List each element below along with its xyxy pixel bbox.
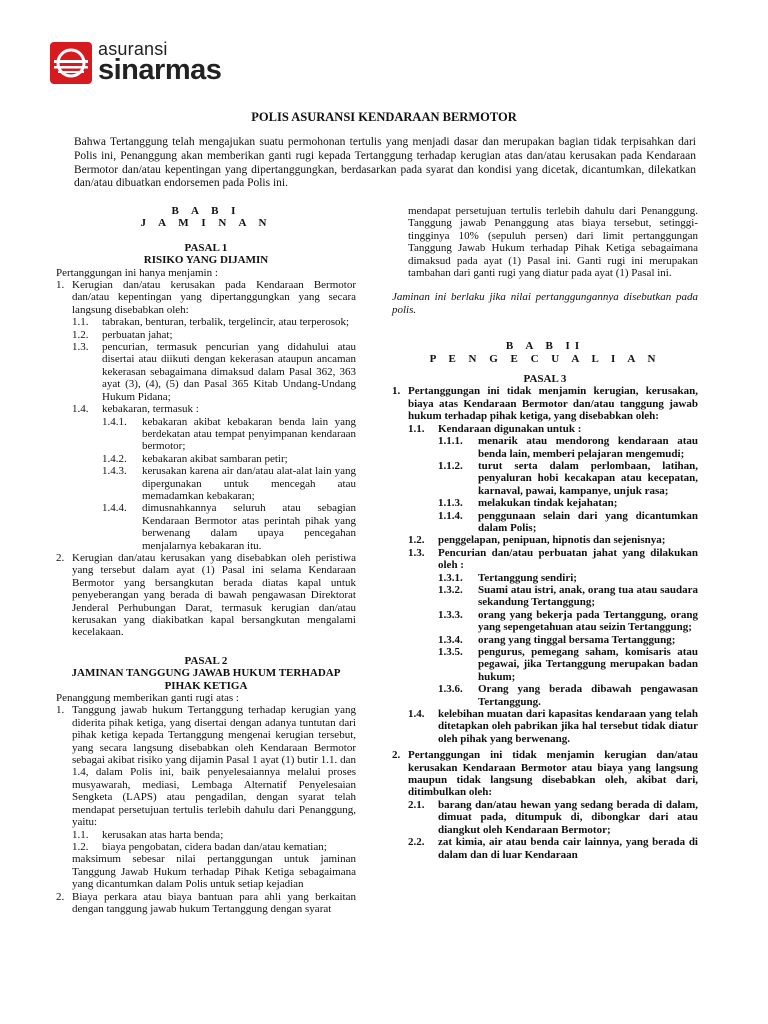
bab-2-label: B A B II bbox=[505, 340, 585, 353]
list-item: 1.3.6. Orang yang berada dibawah pengawasan Tertanggung. bbox=[438, 683, 698, 708]
list-item: 2.1. barang dan/atau hewan yang sedang berada di dalam, dimuat pada, ditumpuk di, dibongkar dari atau diangkut oleh Kendaraan Bermotor; bbox=[408, 798, 698, 836]
list-item: 1. Pertanggungan ini tidak menjamin kerugian, kerusakan, biaya atas Kendaraan Bermotor dan/atau tanggung jawab hukum terhadap pihak ketiga, yang disebabkan oleh: bbox=[392, 385, 698, 423]
pasal-2-continuation: mendapat persetujuan tertulis terlebih dahulu dari Penanggung. Tanggung jawab Penanggung atas biaya tersebut, setinggi-tingginya 10% (sepuluh persen) dari limit pertanggungan Tanggung Jawab Hukum terhadap Pihak Ketiga sebagaimana dimaksud pada ayat (1) Pasal ini. Ganti rugi ini merupakan tambahan dari ganti rugi yang diatur pada ayat (1) Pasal ini. bbox=[408, 205, 698, 280]
left-column bbox=[56, 205, 356, 915]
logo-line-1: asuransi bbox=[98, 39, 168, 59]
sinarmas-logo-icon bbox=[50, 42, 92, 84]
list-item: 1. Kerugian dan/atau kerusakan pada Kendaraan Bermotor dan/atau kepentingan yang dipertanggungkan yang secara langsung disebabkan oleh: bbox=[56, 279, 356, 316]
list-item: 1.1.4. penggunaan selain dari yang dicantumkan dalam Polis; bbox=[438, 509, 698, 534]
list-item: 2. Kerugian dan/atau kerusakan yang disebabkan oleh peristiwa yang tersebut dalam ayat (1) Pasal ini selama Kendaraan Bermotor yang bersangkutan berada diatas kapal untuk penyeberangan yang berada di bawah pengawasan Direktorat Jenderal Perhubungan Darat, termasuk kerugian dan/atau kerusakan yang diakibatkan kapal bersangkutan mengalami kecelakaan. bbox=[56, 551, 356, 639]
list-item: 1.4.2. kebakaran akibat sambaran petir; bbox=[102, 452, 288, 465]
pasal-2-heading: PASAL 2 bbox=[184, 654, 228, 667]
list-item: 1.4.3. kerusakan karena air dan/atau alat-alat lain yang dipergunakan untuk mencegah atau memadamkan kebakaran; bbox=[102, 465, 356, 502]
list-item: 1.1. tabrakan, benturan, terbalik, tergelincir, atau terperosok; bbox=[72, 316, 350, 329]
coverage-note: Jaminan ini berlaku jika nilai pertanggungannya disebutkan pada polis. bbox=[392, 291, 698, 316]
company-logo bbox=[50, 40, 221, 85]
list-item: 1.4. kelebihan muatan dari kapasitas kendaraan yang telah ditetapkan oleh pabrikan jika hal tersebut tidak diatur oleh pihak yang berwenang. bbox=[408, 708, 698, 745]
pasal-1-heading: PASAL 1 bbox=[184, 241, 228, 254]
pasal-1-title: RISIKO YANG DIJAMIN bbox=[143, 254, 269, 267]
list-item: 2. Biaya perkara atau biaya bantuan para ahli yang berkaitan dengan tanggung jawab hukum Tertanggung dengan syarat bbox=[56, 890, 356, 915]
logo-wordmark bbox=[98, 40, 221, 85]
list-item: 1.3.1. Tertanggung sendiri; bbox=[438, 571, 577, 584]
list-item: 1.4.1. kebakaran akibat kebakaran benda lain yang berdekatan atau tempat penyimpanan kendaraan bermotor; bbox=[102, 415, 356, 453]
list-item: 1.3.5. pengurus, pemegang saham, komisaris atau pegawai, jika Tertanggung merupakan badan hukum; bbox=[438, 646, 698, 683]
list-item: 2.2. zat kimia, air atau benda cair lainnya, yang berada di dalam dan di luar Kendaraan bbox=[408, 836, 698, 861]
pasal-2-limit: maksimum sebesar nilai pertanggungan untuk jaminan Tanggung Jawab Hukum terhadap Pihak Ketiga sebagaimana yang dicantumkan dalam Polis untuk setiap kejadian bbox=[72, 853, 356, 891]
right-column bbox=[392, 205, 698, 861]
list-item: 1.2. penggelapan, penipuan, hipnotis dan sejenisnya; bbox=[408, 534, 666, 547]
list-item: 1. Tanggung jawab hukum Tertanggung terhadap kerugian yang diderita pihak ketiga, yang disertai dengan adanya tuntutan dari pihak ketiga kepada Tertanggung mengenai kerugian tersebut, yang secara langsung disebabkan oleh Kendaraan Bermotor sebagai akibat risiko yang dijamin Pasal 1 ayat (1) butir 1.1. dan 1.4, dalam Polis ini, baik penyelesaiannya melalui proses musyawarah, mediasi, Lembaga Alternatif Penyelesaian Sengketa (LAPS) atau pengadilan, dengan syarat telah mendapat persetujuan tertulis terlebih dahulu dari Penanggung, yaitu: bbox=[56, 704, 356, 829]
pasal-1-lead: Pertanggungan ini hanya menjamin : bbox=[56, 266, 218, 279]
list-item: 1.3.3. orang yang bekerja pada Tertanggung, orang yang sepengetahuan atau seizin Tertanggung; bbox=[438, 608, 698, 634]
list-item: 1.1.1. menarik atau mendorong kendaraan atau benda lain, memberi pelajaran mengemudi; bbox=[438, 435, 698, 460]
list-item: 2. Pertanggungan ini tidak menjamin kerugian dan/atau kerusakan Kendaraan Bermotor atau biaya yang langsung maupun tidak langsung disebabkan oleh, akibat dari, ditimbulkan oleh: bbox=[392, 749, 698, 799]
list-item: 1.3. Pencurian dan/atau perbuatan jahat yang dilakukan oleh : bbox=[408, 546, 698, 572]
document-title: POLIS ASURANSI KENDARAAN BERMOTOR bbox=[251, 110, 517, 124]
list-item: 1.1.2. turut serta dalam perlombaan, latihan, penyaluran hobi kecakapan atau kecepatan, karnaval, pawai, kampanye, unjuk rasa; bbox=[438, 459, 698, 497]
list-item: 1.2. biaya pengobatan, cidera badan dan/atau kematian; bbox=[72, 840, 327, 853]
pasal-2-lead: Penanggung memberikan ganti rugi atas : bbox=[56, 692, 239, 705]
bab-1-title: J A M I N A N bbox=[140, 217, 272, 230]
list-item: 1.3. pencurian, termasuk pencurian yang didahului atau disertai atau diikuti dengan kekerasan ataupun ancaman kekerasan sebagaimana dimaksud dalam Pasal 362, 363 ayat (3), (4), (5) dan Pasal 365 Kitab Undang-Undang Hukum Pidana; bbox=[72, 341, 356, 403]
pasal-2-title-1: JAMINAN TANGGUNG JAWAB HUKUM TERHADAP bbox=[71, 667, 341, 680]
bab-1-label: B A B I bbox=[171, 205, 241, 217]
pasal-2-title-2: PIHAK KETIGA bbox=[164, 679, 248, 692]
bab-2-title: P E N G E C U A L I A N bbox=[429, 352, 661, 365]
list-item: 1.2. perbuatan jahat; bbox=[72, 328, 173, 341]
intro-paragraph: Bahwa Tertanggung telah mengajukan suatu permohonan tertulis yang menjadi dasar dan merupakan bagian tidak terpisahkan dari Polis ini, Penanggung akan memberikan ganti rugi kepada Tertanggung terhadap kerugian atas dan/atau kerusakan pada Kendaraan Bermotor dan/atau kepentingan yang dipertanggungkan, berdasarkan pada syarat dan kondisi yang dicetak, dicantumkan, dilekatkan dan/atau dibuatkan endorsemen pada Polis ini. bbox=[74, 136, 696, 190]
list-item: 1.1.3. melakukan tindak kejahatan; bbox=[438, 497, 618, 510]
pasal-3-heading: PASAL 3 bbox=[523, 373, 567, 386]
list-item: 1.4. kebakaran, termasuk : bbox=[72, 403, 199, 416]
list-item: 1.4.4. dimusnahkannya seluruh atau sebagian Kendaraan Bermotor atas perintah pihak yang berwenang dalam upaya pencegahan menjalarnya kebakaran itu. bbox=[102, 502, 356, 552]
logo-line-2: sinarmas bbox=[98, 54, 222, 86]
list-item: 1.1. kerusakan atas harta benda; bbox=[72, 828, 224, 841]
list-item: 1.1. Kendaraan digunakan untuk : bbox=[408, 422, 582, 435]
list-item: 1.3.2. Suami atau istri, anak, orang tua atau saudara sekandung Tertanggung; bbox=[438, 583, 698, 609]
list-item: 1.3.4. orang yang tinggal bersama Tertanggung; bbox=[438, 633, 676, 646]
